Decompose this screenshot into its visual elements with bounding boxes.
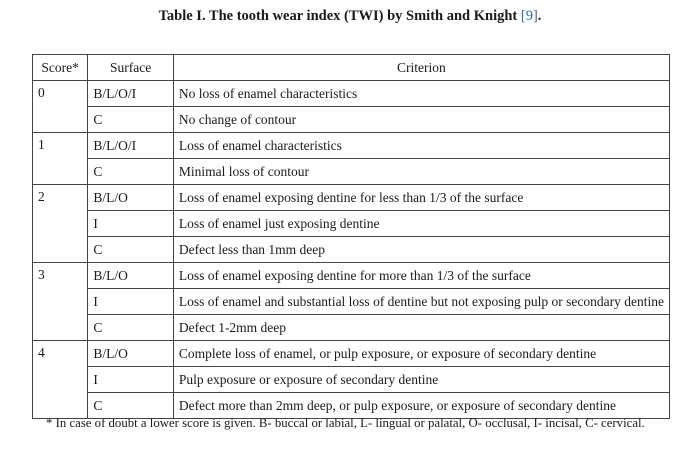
caption-text: Table I. The tooth wear index (TWI) by Smith and Knight [158, 8, 521, 24]
criterion-cell: Loss of enamel exposing dentine for less than 1/3 of the surface [173, 185, 669, 211]
criterion-cell: Pulp exposure or exposure of secondary dentine [173, 367, 669, 393]
table-row [33, 185, 670, 211]
criterion-cell: Minimal loss of contour [173, 159, 669, 185]
criterion-cell: Defect more than 2mm deep, or pulp exposure, or exposure of secondary dentine [173, 393, 669, 419]
caption-end: . [537, 8, 542, 24]
table-caption [0, 8, 700, 25]
surface-cell: C [88, 237, 173, 263]
header-criterion: Criterion [173, 55, 669, 81]
tooth-wear-index-table [32, 54, 670, 419]
table-row [33, 393, 670, 419]
score-cell: 0 [33, 81, 88, 133]
score-cell: 3 [33, 263, 88, 341]
surface-cell: B/L/O/I [88, 133, 173, 159]
surface-cell: B/L/O [88, 341, 173, 367]
table-row [33, 341, 670, 367]
criterion-cell: No loss of enamel characteristics [173, 81, 669, 107]
surface-cell: I [88, 289, 173, 315]
table-row [33, 289, 670, 315]
surface-cell: I [88, 211, 173, 237]
surface-cell: C [88, 393, 173, 419]
table-row [33, 107, 670, 133]
surface-cell: C [88, 159, 173, 185]
reference-link[interactable]: [9] [520, 8, 538, 24]
surface-cell: B/L/O [88, 263, 173, 289]
table-row [33, 315, 670, 341]
score-cell: 2 [33, 185, 88, 263]
table-row [33, 237, 670, 263]
header-surface: Surface [88, 55, 173, 81]
table-row [33, 211, 670, 237]
score-cell: 4 [33, 341, 88, 419]
surface-cell: B/L/O/I [88, 81, 173, 107]
criterion-cell: No change of contour [173, 107, 669, 133]
surface-cell: I [88, 367, 173, 393]
table-row [33, 81, 670, 107]
criterion-cell: Loss of enamel characteristics [173, 133, 669, 159]
table-row [33, 159, 670, 185]
surface-cell: B/L/O [88, 185, 173, 211]
table-row [33, 263, 670, 289]
criterion-cell: Complete loss of enamel, or pulp exposure, or exposure of secondary dentine [173, 341, 669, 367]
table-row [33, 133, 670, 159]
score-cell: 1 [33, 133, 88, 185]
header-row [33, 55, 670, 81]
surface-cell: C [88, 315, 173, 341]
criterion-cell: Loss of enamel and substantial loss of dentine but not exposing pulp or secondary dentine [173, 289, 669, 315]
surface-cell: C [88, 107, 173, 133]
criterion-cell: Loss of enamel exposing dentine for more than 1/3 of the surface [173, 263, 669, 289]
criterion-cell: Defect 1-2mm deep [173, 315, 669, 341]
table-row [33, 367, 670, 393]
criterion-cell: Defect less than 1mm deep [173, 237, 669, 263]
header-score: Score* [33, 55, 88, 81]
table-footnote: * In case of doubt a lower score is given. B- buccal or labial, L- lingual or palatal, O- occlusal, I- incisal, C- cervical. [46, 416, 645, 430]
criterion-cell: Loss of enamel just exposing dentine [173, 211, 669, 237]
